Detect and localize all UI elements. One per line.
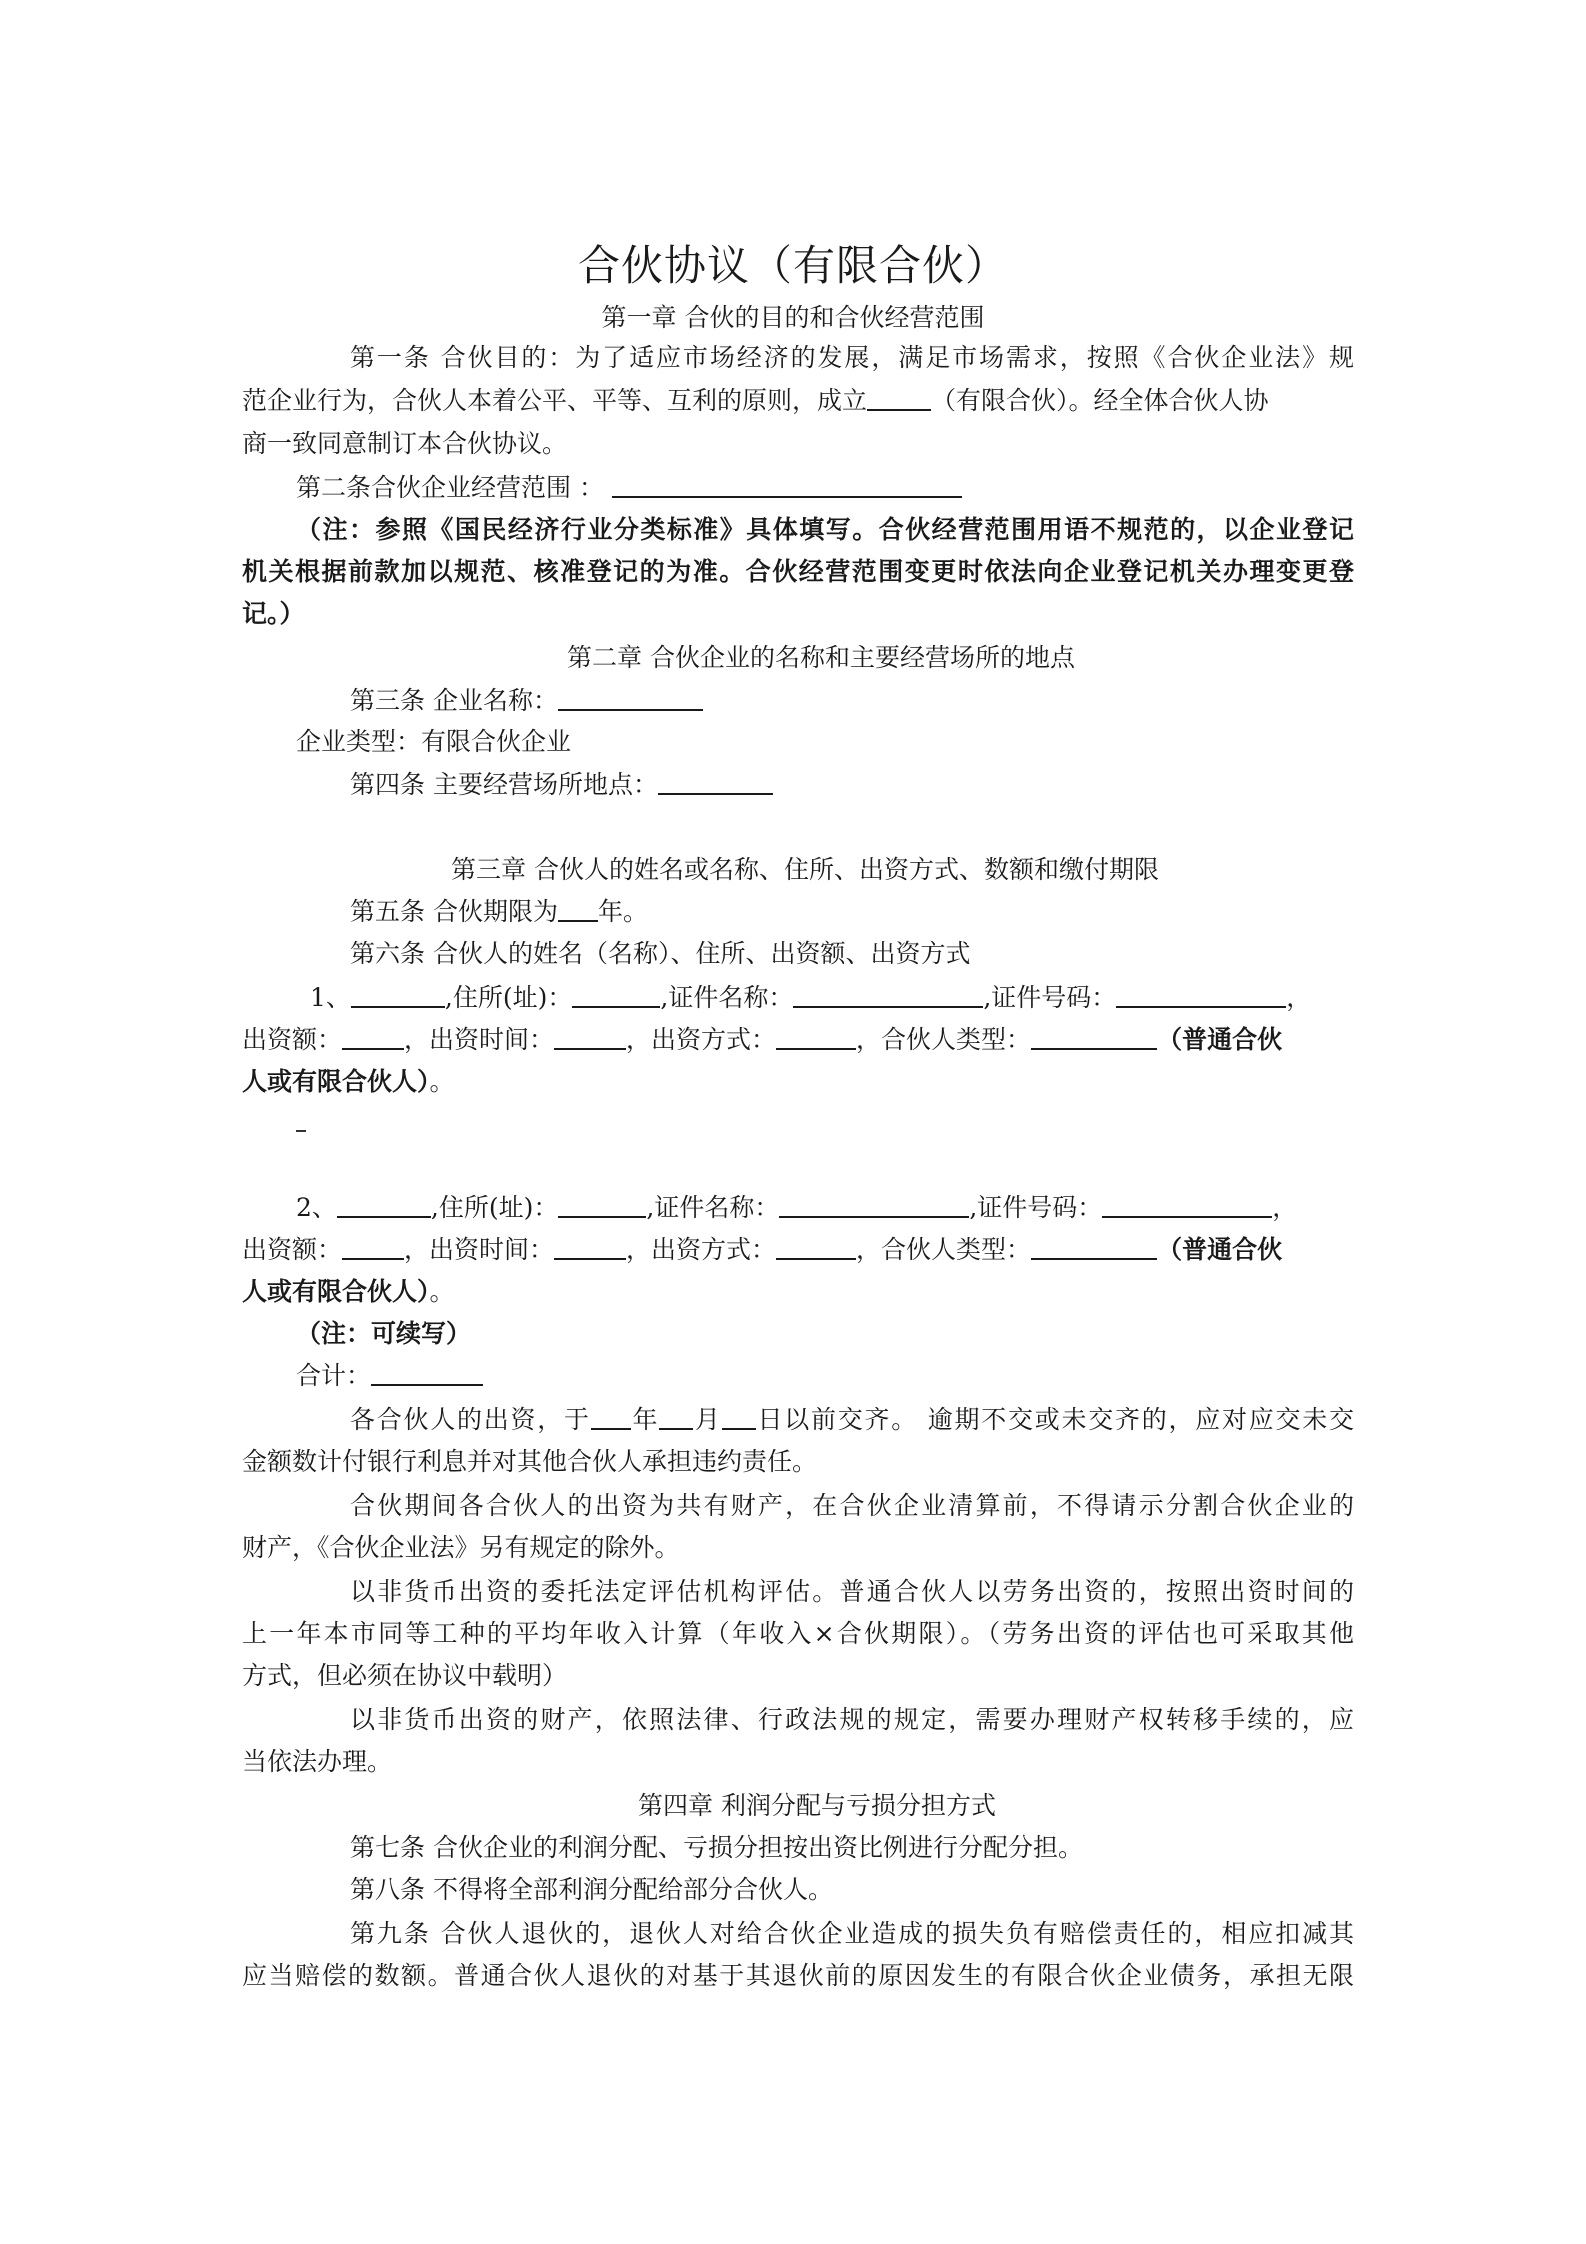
blank-partner-2-cert-type <box>779 1190 969 1218</box>
article-3: 第三条 企业名称： <box>350 683 1462 719</box>
stray-dash <box>296 1130 306 1132</box>
transfer-line-2: 当依法办理。 <box>242 1747 393 1776</box>
blank-pay-year <box>591 1402 631 1430</box>
article-9-line-1: 第九条 合伙人退伙的，退伙人对给合伙企业造成的损失负有赔偿责任的，相应扣减其 <box>350 1919 1354 1948</box>
article-5: 第五条 合伙期限为 年。 <box>350 894 1462 930</box>
article-1-line-1: 第一条 合伙目的：为了适应市场经济的发展，满足市场需求，按照《合伙企业法》规 <box>350 343 1354 372</box>
transfer-line-1: 以非货币出资的财产，依照法律、行政法规的规定，需要办理财产权转移手续的，应 <box>350 1705 1354 1734</box>
article-1-line-3: 商一致同意制订本合伙协议。 <box>242 429 568 458</box>
chapter-3-heading: 第三章 合伙人的姓名或名称、住所、出资方式、数额和缴付期限 <box>451 855 1159 884</box>
article-8: 第八条 不得将全部利润分配给部分合伙人。 <box>350 1875 833 1904</box>
blank-term-years <box>558 894 598 922</box>
blank-partner-2-amount <box>342 1232 404 1260</box>
blank-partner-1-type <box>1031 1022 1157 1050</box>
blank-business-address <box>658 767 773 795</box>
document-title: 合伙协议（有限合伙） <box>577 241 1008 290</box>
partner-1-line-1: 1、 ,住所(址)： ,证件名称： ,证件号码： ， <box>310 980 1354 1016</box>
enterprise-type: 企业类型：有限合伙企业 <box>296 727 572 756</box>
evaluation-line-2: 上一年本市同等工种的平均年收入计算（年收入×合伙期限）。（劳务出资的评估也可采取其他 <box>242 1619 1354 1648</box>
evaluation-line-1: 以非货币出资的委托法定评估机构评估。普通合伙人以劳务出资的，按照出资时间的 <box>350 1577 1354 1606</box>
partner-2-line-1: 2、 ,住所(址)： ,证件名称： ,证件号码： ， <box>296 1190 1354 1226</box>
chapter-1-heading: 第一章 合伙的目的和合伙经营范围 <box>601 303 985 332</box>
blank-partner-2-cert-no <box>1102 1190 1272 1218</box>
note-scope-line-2: 机关根据前款加以规范、核准登记的为准。合伙经营范围变更时依法向企业登记机关办理变更登 <box>242 557 1354 586</box>
blank-pay-month <box>659 1402 693 1430</box>
blank-partner-2-name <box>337 1190 431 1218</box>
article-1-line-2: 范企业行为，合伙人本着公平、平等、互利的原则，成立 （有限合伙）。经全体合伙人协 <box>242 383 1354 419</box>
partner-1-line-2: 出资额： ，出资时间： ，出资方式： ，合伙人类型： （普通合伙 <box>242 1022 1354 1058</box>
blank-partner-1-method <box>776 1022 856 1050</box>
blank-pay-day <box>722 1402 756 1430</box>
article-6: 第六条 合伙人的姓名（名称）、住所、出资额、出资方式 <box>350 939 971 968</box>
blank-enterprise-name <box>558 683 703 711</box>
chapter-4-heading: 第四章 利润分配与亏损分担方式 <box>638 1791 996 1820</box>
property-line-2: 财产，《合伙企业法》另有规定的除外。 <box>242 1533 680 1562</box>
blank-partner-1-cert-type <box>793 980 983 1008</box>
blank-partner-1-cert-no <box>1116 980 1286 1008</box>
blank-total <box>371 1358 483 1386</box>
evaluation-line-3: 方式，但必须在协议中载明） <box>242 1661 568 1690</box>
article-2: 第二条合伙企业经营范围 ： <box>296 470 1408 506</box>
blank-partner-1-amount <box>342 1022 404 1050</box>
property-line-1: 合伙期间各合伙人的出资为共有财产，在合伙企业清算前，不得请示分割合伙企业的 <box>350 1491 1354 1520</box>
article-9-line-2: 应当赔偿的数额。普通合伙人退伙的对基于其退伙前的原因发生的有限合伙企业债务，承担无限 <box>242 1961 1354 1990</box>
blank-partner-1-name <box>351 980 445 1008</box>
article-7: 第七条 合伙企业的利润分配、亏损分担按出资比例进行分配分担。 <box>350 1833 1083 1862</box>
blank-partner-1-time <box>554 1022 626 1050</box>
blank-business-scope <box>612 470 962 498</box>
blank-partner-1-address <box>572 980 660 1008</box>
blank-company-name <box>867 383 931 411</box>
blank-partner-2-type <box>1031 1232 1157 1260</box>
note-scope-line-1: （注：参照《国民经济行业分类标准》具体填写。合伙经营范围用语不规范的，以企业登记 <box>296 515 1354 544</box>
article-4: 第四条 主要经营场所地点： <box>350 767 1462 803</box>
blank-partner-2-address <box>558 1190 646 1218</box>
blank-partner-2-method <box>776 1232 856 1260</box>
payment-line-1: 各合伙人的出资，于 年 月 日以前交齐。 逾期不交或未交齐的，应对应交未交 <box>350 1402 1354 1438</box>
partner-2-line-3: 人或有限合伙人）。 <box>242 1277 455 1306</box>
note-scope-line-3: 记。） <box>242 599 305 628</box>
blank-partner-2-time <box>554 1232 626 1260</box>
partner-1-line-3: 人或有限合伙人）。 <box>242 1067 455 1096</box>
chapter-2-heading: 第二章 合伙企业的名称和主要经营场所的地点 <box>567 643 1075 672</box>
total-line: 合计： <box>296 1358 1408 1394</box>
partner-2-line-2: 出资额： ，出资时间： ，出资方式： ，合伙人类型： （普通合伙 <box>242 1232 1354 1268</box>
payment-line-2: 金额数计付银行利息并对其他合伙人承担违约责任。 <box>242 1447 818 1476</box>
note-continue: （注：可续写） <box>296 1319 472 1348</box>
